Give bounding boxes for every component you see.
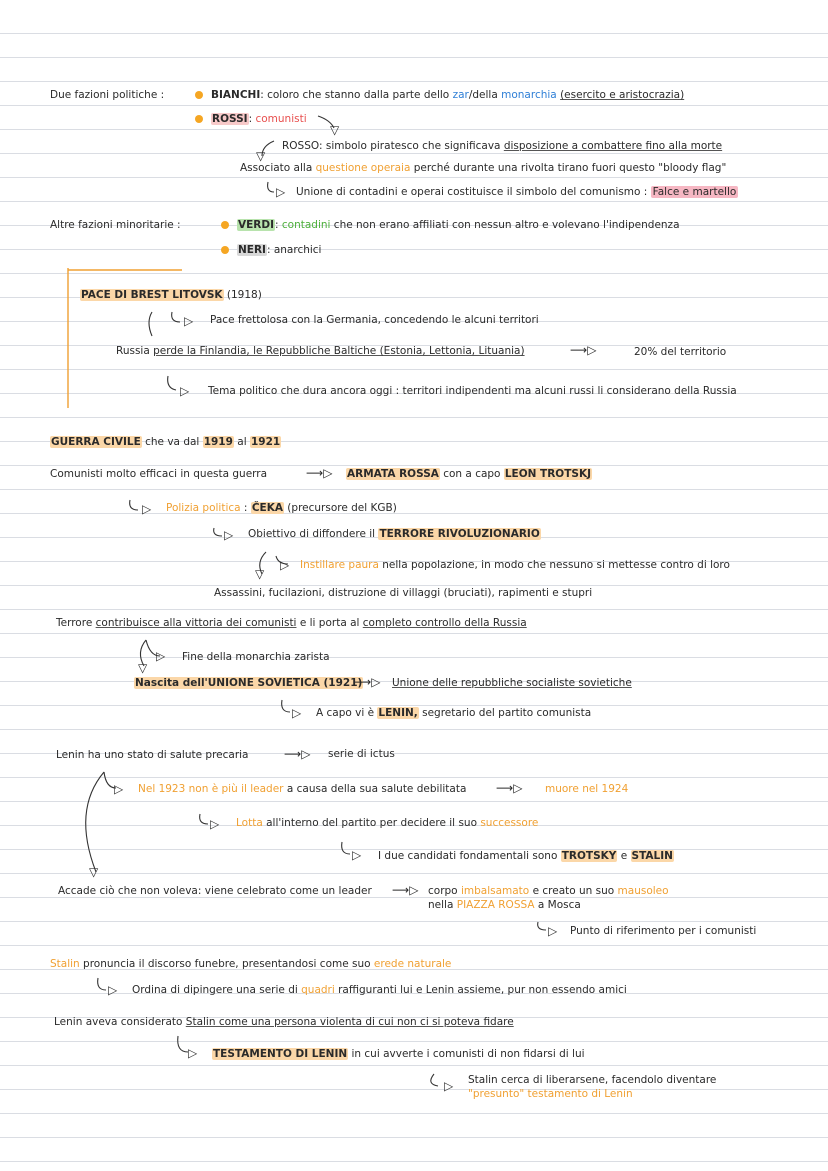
brest-l1: Pace frettolosa con la Germania, concedendo le alcuni territori (210, 314, 539, 326)
rosso-line: ROSSO: simbolo piratesco che significava disposizione a combattere fino alla morte (282, 140, 723, 152)
bullet-icon (195, 91, 203, 99)
minoritarie-label: Altre fazioni minoritarie : (50, 219, 181, 231)
lenin-piazza: nella PIAZZA ROSSA a Mosca (428, 899, 581, 911)
lenin-punto: Punto di riferimento per i comunisti (570, 925, 757, 937)
lenin-nel: Nel 1923 non è più il leader a causa della sua salute debilitata (138, 783, 467, 795)
associato-line: Associato alla questione operaia perché durante una rivolta tirano fuori questo "bloody flag" (240, 162, 727, 174)
bullet-icon (221, 246, 229, 254)
bianchi-line: BIANCHI: coloro che stanno dalla parte dello zar/della monarchia (esercito e aristocrazia) (211, 89, 685, 101)
arrow-icon: ▽ (256, 149, 266, 163)
arrow-icon: ▽ (89, 865, 99, 879)
unione-line: Unione di contadini e operai costituisce il simbolo del comunismo : Falce e martello (296, 186, 737, 198)
lenin-corpo: corpo imbalsamato e creato un suo mausoleo (428, 885, 669, 897)
stalin-discorso: Stalin pronuncia il discorso funebre, presentandosi come suo erede naturale (50, 958, 452, 970)
rossi-line: ROSSI: comunisti (212, 113, 307, 125)
arrow-icon: ▷ (276, 185, 286, 199)
stalin-presunto: "presunto" testamento di Lenin (468, 1088, 633, 1100)
arrow-icon: ⟶▷ (354, 675, 381, 689)
lenin-ictus: serie di ictus (328, 748, 395, 760)
nascita-line: Nascita dell'UNIONE SOVIETICA (1921) (135, 677, 363, 689)
arrow-icon: ▷ (280, 558, 290, 572)
arrow-icon: ▷ (180, 384, 190, 398)
unione-rep-line: Unione delle repubbliche socialiste sovietiche (392, 677, 632, 689)
arrow-icon: ▷ (548, 924, 558, 938)
arrow-icon: ▽ (255, 567, 265, 581)
lenin-stato: Lenin ha uno stato di salute precaria (56, 749, 249, 761)
arrow-icon: ▷ (444, 1079, 454, 1093)
arrow-icon: ⟶▷ (284, 747, 311, 761)
arrow-icon: ▷ (224, 528, 234, 542)
polizia-line: Polizia politica : ČEKA (precursore del KGB) (166, 502, 397, 514)
stalin-considerato: Lenin aveva considerato Stalin come una persona violenta di cui non ci si poteva fidare (54, 1016, 514, 1028)
instillare-line: Instillare paura nella popolazione, in modo che nessuno si mettesse contro di loro (300, 559, 730, 571)
arrow-icon: ▷ (210, 817, 220, 831)
capo-line: A capo vi è LENIN, segretario del partito comunista (316, 707, 592, 719)
guerra-l1: Comunisti molto efficaci in questa guerra (50, 468, 268, 480)
lenin-candidati: I due candidati fondamentali sono TROTSKY e STALIN (378, 850, 673, 862)
arrow-icon: ⟶▷ (306, 466, 333, 480)
arrow-icon: ▽ (138, 661, 148, 675)
arrow-icon: ⟶▷ (570, 343, 597, 357)
arrow-icon: ▷ (184, 314, 194, 328)
armata-line: ARMATA ROSSA con a capo LEON TROTSKJ (347, 468, 592, 480)
obiettivo-line: Obiettivo di diffondere il TERRORE RIVOLUZIONARIO (248, 528, 540, 540)
brest-l2b: 20% del territorio (634, 346, 727, 358)
arrow-icon: ▽ (330, 123, 340, 137)
arrow-icon: ⟶▷ (392, 883, 419, 897)
arrow-icon: ▷ (108, 983, 118, 997)
brest-l3: Tema politico che dura ancora oggi : territori indipendenti ma alcuni russi li considerano della Russia (208, 385, 737, 397)
arrow-icon: ▷ (352, 848, 362, 862)
brest-title: PACE DI BREST LITOVSK (1918) (81, 289, 262, 301)
brest-l2: Russia perde la Finlandia, le Repubbliche Baltiche (Estonia, Lettonia, Lituania) (116, 345, 525, 357)
stalin-ordina: Ordina di dipingere una serie di quadri raffiguranti lui e Lenin assieme, pur non essendo amici (132, 984, 627, 996)
terrore-line: Terrore contribuisce alla vittoria dei comunisti e li porta al completo controllo della Russia (56, 617, 527, 629)
stalin-testamento: TESTAMENTO DI LENIN in cui avverte i comunisti di non fidarsi di lui (213, 1048, 585, 1060)
neri-line: NERI: anarchici (238, 244, 322, 256)
guerra-title: GUERRA CIVILE che va dal 1919 al 1921 (51, 436, 281, 448)
arrow-icon: ▷ (142, 502, 152, 516)
fazioni-label: Due fazioni politiche : (50, 89, 165, 101)
arrow-icon: ▷ (114, 782, 124, 796)
verdi-line: VERDI: contadini che non erano affiliati con nessun altro e volevano l'indipendenza (238, 219, 680, 231)
lenin-lotta: Lotta all'interno del partito per decidere il suo successore (236, 817, 539, 829)
bullet-icon (221, 221, 229, 229)
assassini-line: Assassini, fucilazioni, distruzione di villaggi (bruciati), rapimenti e stupri (214, 587, 593, 599)
lenin-muore: muore nel 1924 (545, 783, 629, 795)
bullet-icon (195, 115, 203, 123)
arrow-icon: ▷ (292, 706, 302, 720)
arrow-icon: ▷ (156, 649, 166, 663)
lenin-accade: Accade ciò che non voleva: viene celebrato come un leader (58, 885, 372, 897)
fine-line: Fine della monarchia zarista (182, 651, 330, 663)
arrow-icon: ▷ (188, 1046, 198, 1060)
stalin-cerca: Stalin cerca di liberarsene, facendolo diventare (468, 1074, 717, 1086)
arrow-icon: ⟶▷ (496, 781, 523, 795)
